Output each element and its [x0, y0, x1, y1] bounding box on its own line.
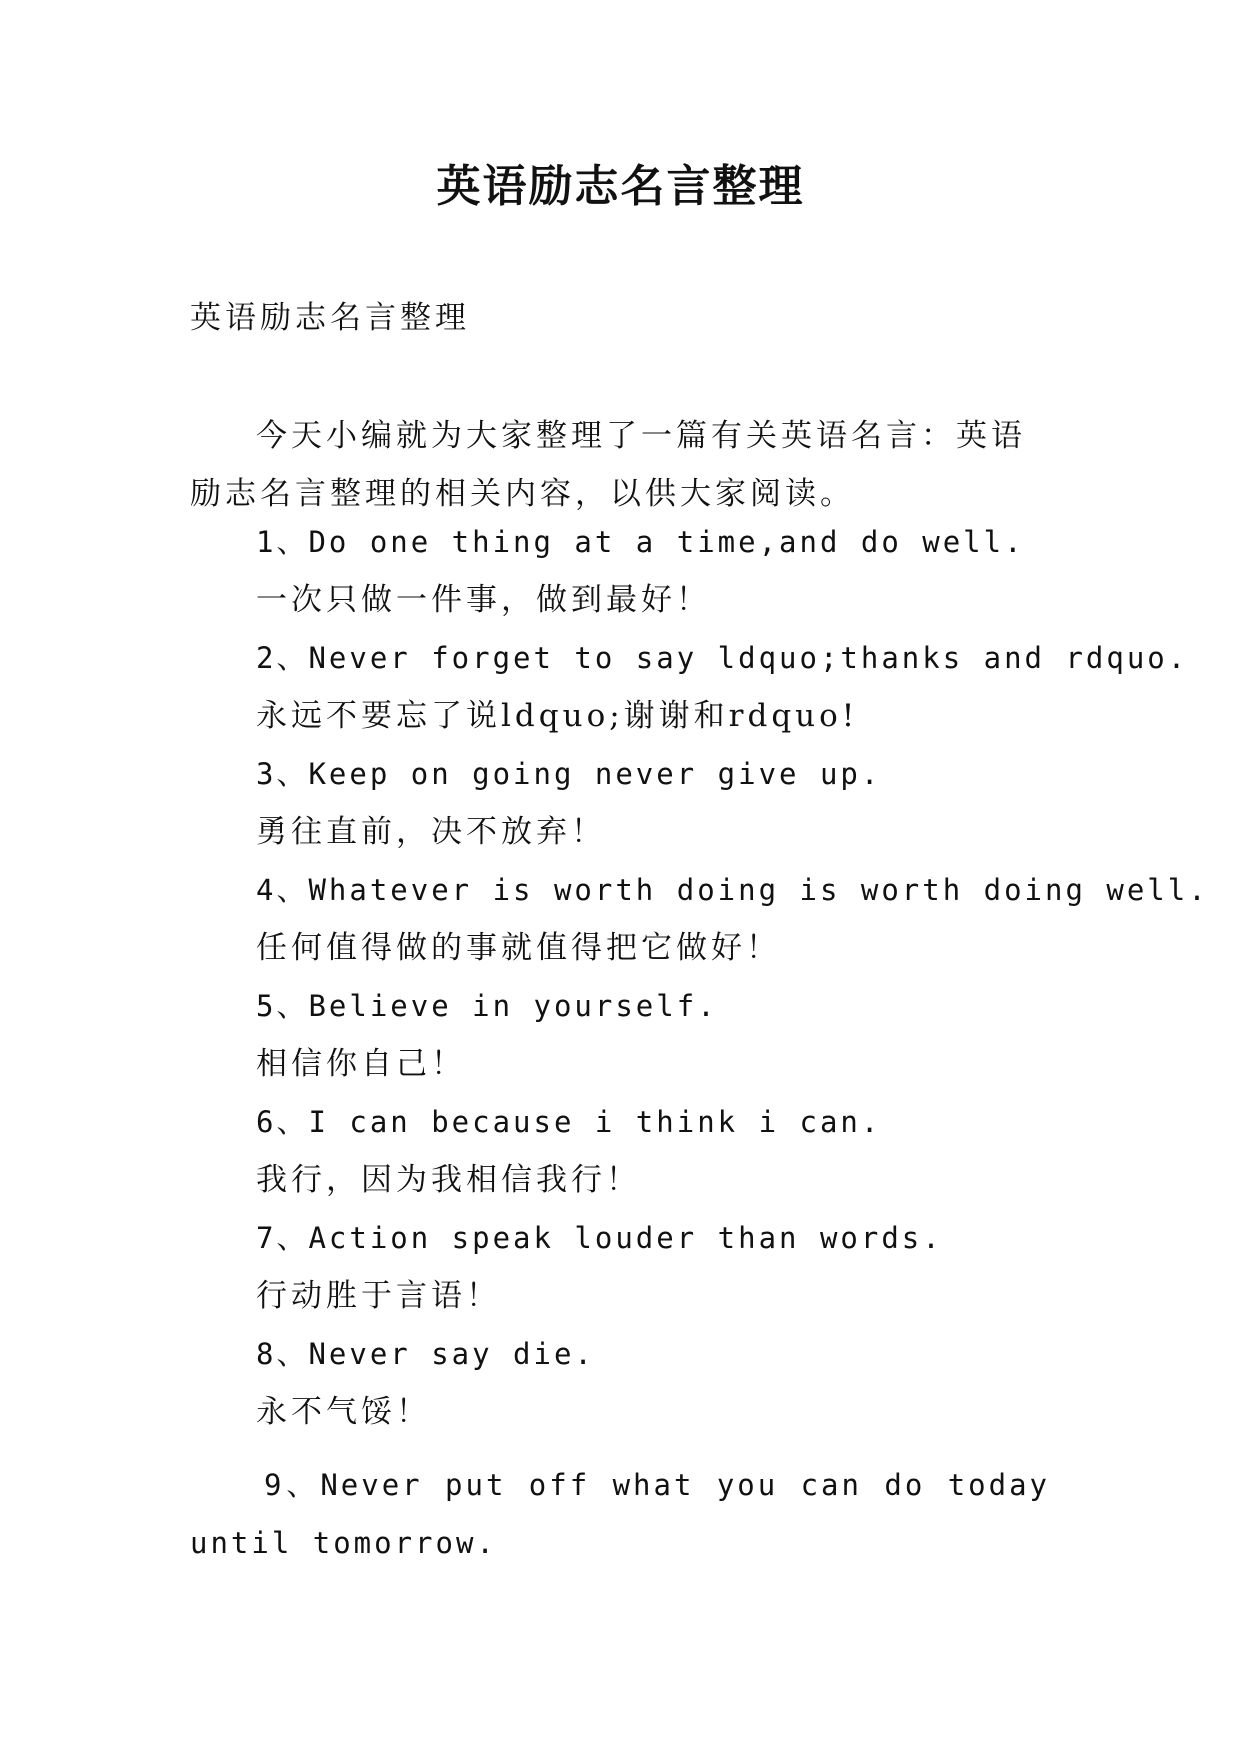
- quote-4-cn: 任何值得做的事就值得把它做好！: [256, 930, 781, 966]
- quote-3-cn: 勇往直前，决不放弃！: [256, 814, 606, 850]
- quote-1-cn: 一次只做一件事，做到最好！: [256, 582, 711, 618]
- quote-4-en: 4、Whatever is worth doing is worth doing well.: [256, 873, 1209, 907]
- subtitle: 英语励志名言整理: [190, 300, 470, 336]
- quote-5-cn: 相信你自己！: [256, 1046, 466, 1082]
- quote-8-en: 8、Never say die.: [256, 1337, 595, 1371]
- quote-7-cn: 行动胜于言语！: [256, 1278, 501, 1314]
- quote-7-en: 7、Action speak louder than words.: [256, 1221, 943, 1255]
- page-title: 英语励志名言整理: [436, 161, 805, 212]
- quote-6-cn: 我行，因为我相信我行！: [256, 1162, 641, 1198]
- quote-9-en: 9、Never put off what you can do today until tomorrow.: [190, 1468, 1050, 1560]
- quote-6-en: 6、I can because i think i can.: [256, 1105, 882, 1139]
- quote-3-en: 3、Keep on going never give up.: [256, 757, 882, 791]
- intro-paragraph: 今天小编就为大家整理了一篇有关英语名言：英语励志名言整理的相关内容，以供大家阅读。: [190, 418, 1026, 512]
- quote-2-cn: 永远不要忘了说ldquo;谢谢和rdquo!: [256, 698, 859, 734]
- quote-5-en: 5、Believe in yourself.: [256, 989, 718, 1023]
- quote-8-cn: 永不气馁！: [256, 1394, 431, 1430]
- quote-2-en: 2、Never forget to say ldquo;thanks and rdquo.: [256, 641, 1189, 675]
- quote-1-en: 1、Do one thing at a time,and do well.: [256, 525, 1025, 559]
